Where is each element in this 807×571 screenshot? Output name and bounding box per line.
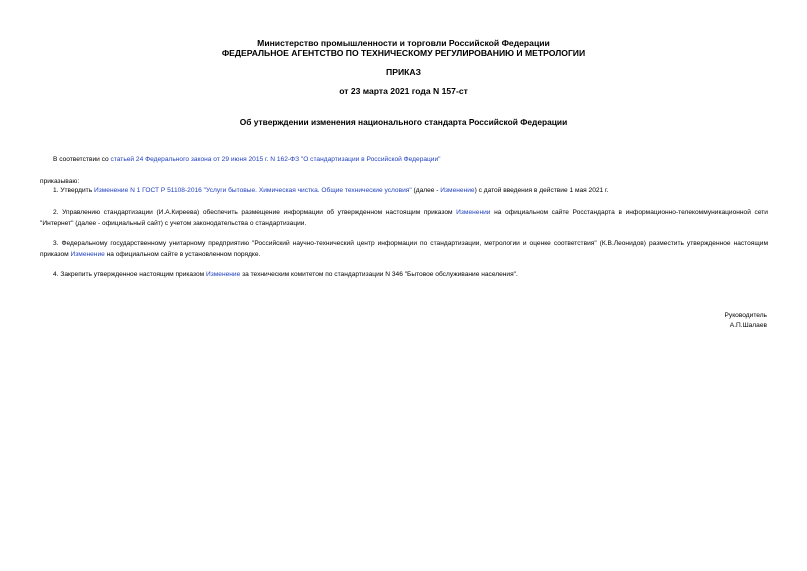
item-1-suffix: ) с датой введения в действие 1 мая 2021 г.	[474, 187, 609, 194]
item-1-middle: (далее -	[411, 187, 441, 194]
signature-title: Руководитель	[724, 312, 767, 319]
federal-law-link[interactable]: статьей 24 Федерального закона от 29 июня 2015 г. N 162-ФЗ "О стандартизации в Российской Федерации"	[110, 156, 441, 163]
order-date: от 23 марта 2021 года N 157-ст	[339, 86, 468, 96]
change-link-2[interactable]: Изменении	[456, 209, 491, 216]
signature-name: А.П.Шалаев	[729, 322, 767, 329]
order-subject: Об утверждении изменения национального стандарта Российской Федерации	[239, 117, 568, 127]
change-link-3[interactable]: Изменение	[70, 250, 105, 258]
change-link-1[interactable]: Изменение	[440, 187, 475, 194]
item-2-prefix: 2. Управлению стандартизации (И.А.Киреева) обеспечить размещение информации об утвержденном настоящим приказом	[53, 209, 457, 216]
item-2-suffix: на официальном сайте Росстандарта в информационно-телекоммуникационной сети "Интернет" (далее - официальный сайт) с учетом законодательства о стандартизации.	[40, 209, 768, 227]
item-4-suffix: за техническим комитетом по стандартизации N 346 "Бытовое обслуживание населения".	[240, 271, 518, 278]
item-3-paragraph	[40, 239, 768, 260]
order-word: приказываю:	[40, 178, 80, 185]
item-3-suffix: на официальном сайте в установленном порядке.	[104, 250, 261, 258]
item-4-prefix: 4. Закрепить утвержденное настоящим приказом	[53, 271, 206, 278]
item-1-prefix: 1. Утвердить	[53, 187, 94, 194]
item-1-paragraph	[53, 186, 608, 197]
gost-change-link[interactable]: Изменение N 1 ГОСТ Р 51108-2016 "Услуги бытовые. Химическая чистка. Общие технические условия"	[93, 187, 412, 194]
preamble-prefix: В соответствии со	[53, 156, 111, 163]
item-3-prefix: 3. Федеральному государственному унитарному предприятию "Российский научно-технический центр информации по стандартизации, метрологии и оценке соответствия" (К.В.Леонидов) разместить утвержденное настоящим приказом	[40, 240, 768, 258]
item-2-paragraph	[40, 208, 768, 229]
preamble-paragraph	[53, 155, 441, 166]
item-4-paragraph	[53, 270, 518, 281]
ministry-name: Министерство промышленности и торговли Российской Федерации	[257, 38, 550, 48]
order-title: ПРИКАЗ	[386, 67, 421, 77]
change-link-4[interactable]: Изменение	[205, 271, 241, 278]
agency-name: ФЕДЕРАЛЬНОЕ АГЕНТСТВО ПО ТЕХНИЧЕСКОМУ РЕГУЛИРОВАНИЮ И МЕТРОЛОГИИ	[221, 48, 586, 58]
